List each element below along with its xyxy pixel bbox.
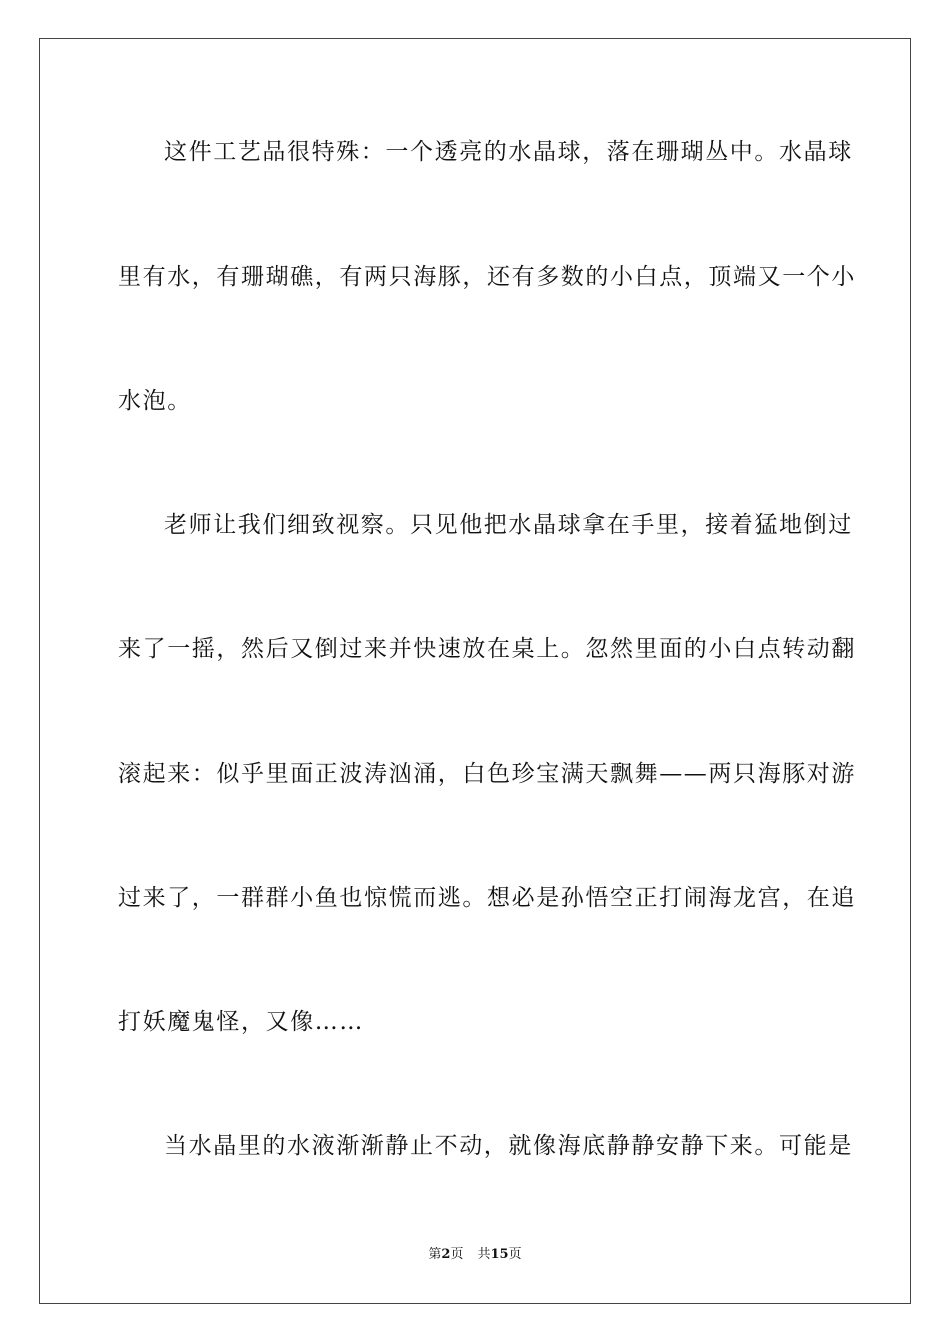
paragraph-2-line-4: 过来了，一群群小鱼也惊慌而逃。想必是孙悟空正打闹海龙宫，在追 — [118, 885, 856, 911]
page-border — [39, 38, 911, 1304]
paragraph-2-line-5: 打妖魔鬼怪，又像…… — [118, 1009, 364, 1035]
total-pages: 15 — [490, 1247, 509, 1262]
page-footer — [0, 1246, 950, 1264]
paragraph-2-line-1: 老师让我们细致视察。只见他把水晶球拿在手里，接着猛地倒过 — [164, 512, 853, 538]
paragraph-2-line-3: 滚起来：似乎里面正波涛汹涌，白色珍宝满天飘舞——两只海豚对游 — [118, 761, 856, 787]
page-suffix: 页 — [450, 1247, 464, 1262]
page-number: 2 — [441, 1247, 451, 1262]
paragraph-3-line-1: 当水晶里的水液渐渐静止不动，就像海底静静安静下来。可能是 — [164, 1133, 853, 1159]
paragraph-1-line-2: 里有水，有珊瑚礁，有两只海豚，还有多数的小白点，顶端又一个小 — [118, 264, 856, 290]
page-prefix: 第 — [428, 1247, 442, 1262]
paragraph-1-line-1: 这件工艺品很特殊：一个透亮的水晶球，落在珊瑚丛中。水晶球 — [164, 139, 853, 165]
total-prefix: 共 — [477, 1247, 491, 1262]
paragraph-1-line-3: 水泡。 — [118, 388, 192, 414]
paragraph-2-line-2: 来了一摇，然后又倒过来并快速放在桌上。忽然里面的小白点转动翻 — [118, 636, 856, 662]
total-suffix: 页 — [508, 1247, 522, 1262]
